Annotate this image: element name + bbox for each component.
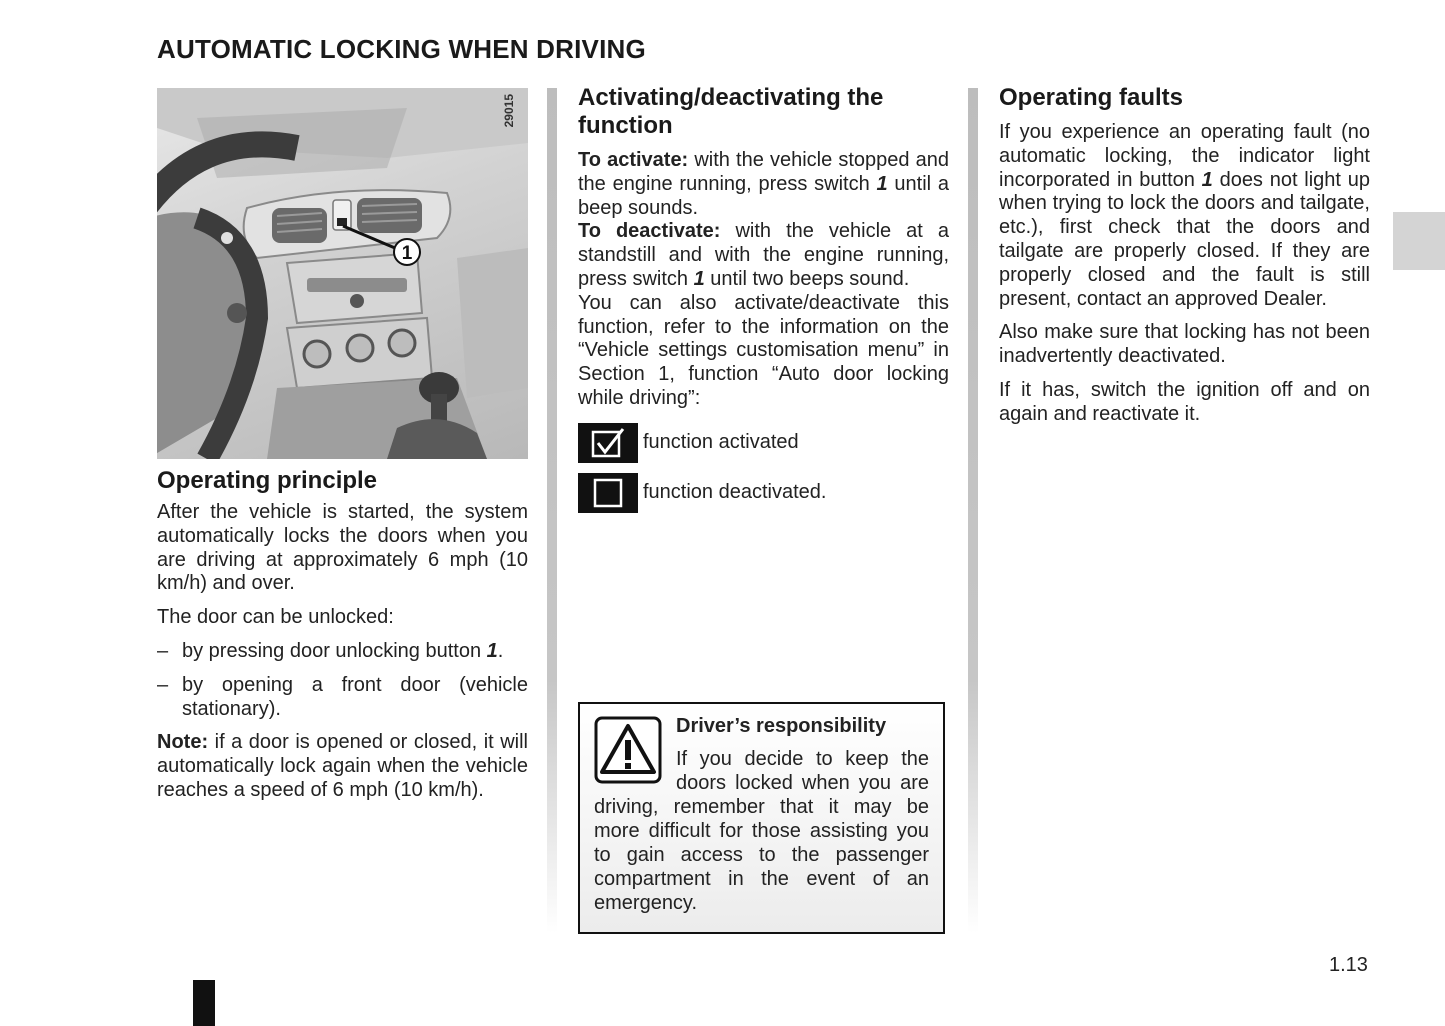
driver-responsibility-warning — [578, 702, 945, 934]
deactivation-check-text: Also make sure that locking has not been inadvertently deactivated. — [999, 321, 1370, 368]
middle-column — [578, 84, 949, 513]
section-tab — [1393, 212, 1445, 270]
faults-text-a: If you experience an operating fault (no automatic locking, the indicator light incorporated in button — [999, 121, 1370, 191]
faults-paragraph — [999, 121, 1370, 311]
bullet-dash: – — [157, 673, 169, 696]
menu-reference-text: You can also activate/deactivate this function, refer to the information on the “Vehicle settings customisation menu” in Section 1, function “Auto door locking while driving”: — [578, 291, 949, 409]
dashboard-photo — [157, 88, 528, 459]
warning-text: If you decide to keep the doors locked when you are driving, remember that it may be more difficult for those assisting you to gain access to the passenger compartment in the event of an emergency. — [594, 748, 929, 914]
bullet-text: by opening a front door (vehicle stationary). — [182, 673, 528, 720]
left-column — [157, 84, 528, 813]
image-reference: 29015 — [502, 94, 517, 128]
faults-text-b: does not light up when trying to lock the doors and tailgate, etc.), first check that the doors and tailgate are properly closed. If they are properly closed and the fault is still present, contact an approved Dealer. — [999, 168, 1370, 310]
status-activated-row — [578, 423, 949, 463]
unlock-intro: The door can be unlocked: — [157, 606, 394, 629]
note-text: if a door is opened or closed, it will automatically lock again when the vehicle reaches a speed of 6 mph (10 km/h). — [157, 731, 528, 801]
status-deactivated-label: function deactivated. — [643, 480, 827, 503]
unchecked-box-icon — [578, 473, 638, 513]
operating-principle-text: After the vehicle is started, the system automatically locks the doors when you are driving at approximately 6 mph (10 km/h) and over. — [157, 501, 528, 595]
page-edge-mark — [193, 980, 215, 1026]
activate-text: with the vehicle stopped and the engine running, press switch — [578, 149, 949, 195]
page-title: AUTOMATIC LOCKING WHEN DRIVING — [157, 34, 646, 64]
warning-title: Driver’s responsibility — [676, 715, 887, 737]
activate-label: To activate: — [578, 149, 689, 171]
bullet-front-door — [157, 674, 528, 722]
button-ref: 1 — [1201, 168, 1213, 191]
operating-faults-heading: Operating faults — [999, 84, 1184, 111]
warning-triangle-icon — [594, 716, 662, 784]
deactivate-instructions — [578, 220, 949, 291]
page-number: 1.13 — [1329, 954, 1368, 976]
column-divider-right — [968, 88, 978, 933]
reactivate-text: If it has, switch the ignition off and on again and reactivate it. — [999, 378, 1370, 425]
switch-ref: 1 — [876, 172, 888, 195]
switch-ref: 1 — [693, 267, 705, 290]
bullet-text: by pressing door unlocking button — [182, 639, 487, 662]
deactivate-end: until two beeps sound. — [704, 267, 910, 290]
column-divider-left — [547, 88, 557, 933]
bullet-dash: – — [157, 639, 169, 662]
bullet-unlock-button — [157, 640, 528, 664]
right-column — [999, 84, 1370, 437]
activate-end: until a beep sounds. — [578, 172, 949, 219]
deactivate-label: To deactivate: — [578, 220, 721, 243]
dashboard-illustration — [157, 88, 528, 459]
note-paragraph — [157, 731, 528, 802]
bullet-end: . — [497, 639, 504, 662]
status-deactivated-row — [578, 473, 949, 513]
button-ref: 1 — [486, 639, 498, 662]
activate-instructions — [578, 149, 949, 220]
deactivate-text: with the vehicle at a standstill and with the engine running, press switch — [578, 220, 949, 290]
activating-heading: Activating/deactivating the function — [578, 84, 884, 139]
checked-box-icon — [578, 423, 638, 463]
callout-number: 1 — [401, 243, 413, 264]
status-activated-label: function activated — [643, 430, 799, 453]
operating-principle-heading: Operating principle — [157, 467, 378, 494]
note-label: Note: — [157, 731, 209, 754]
